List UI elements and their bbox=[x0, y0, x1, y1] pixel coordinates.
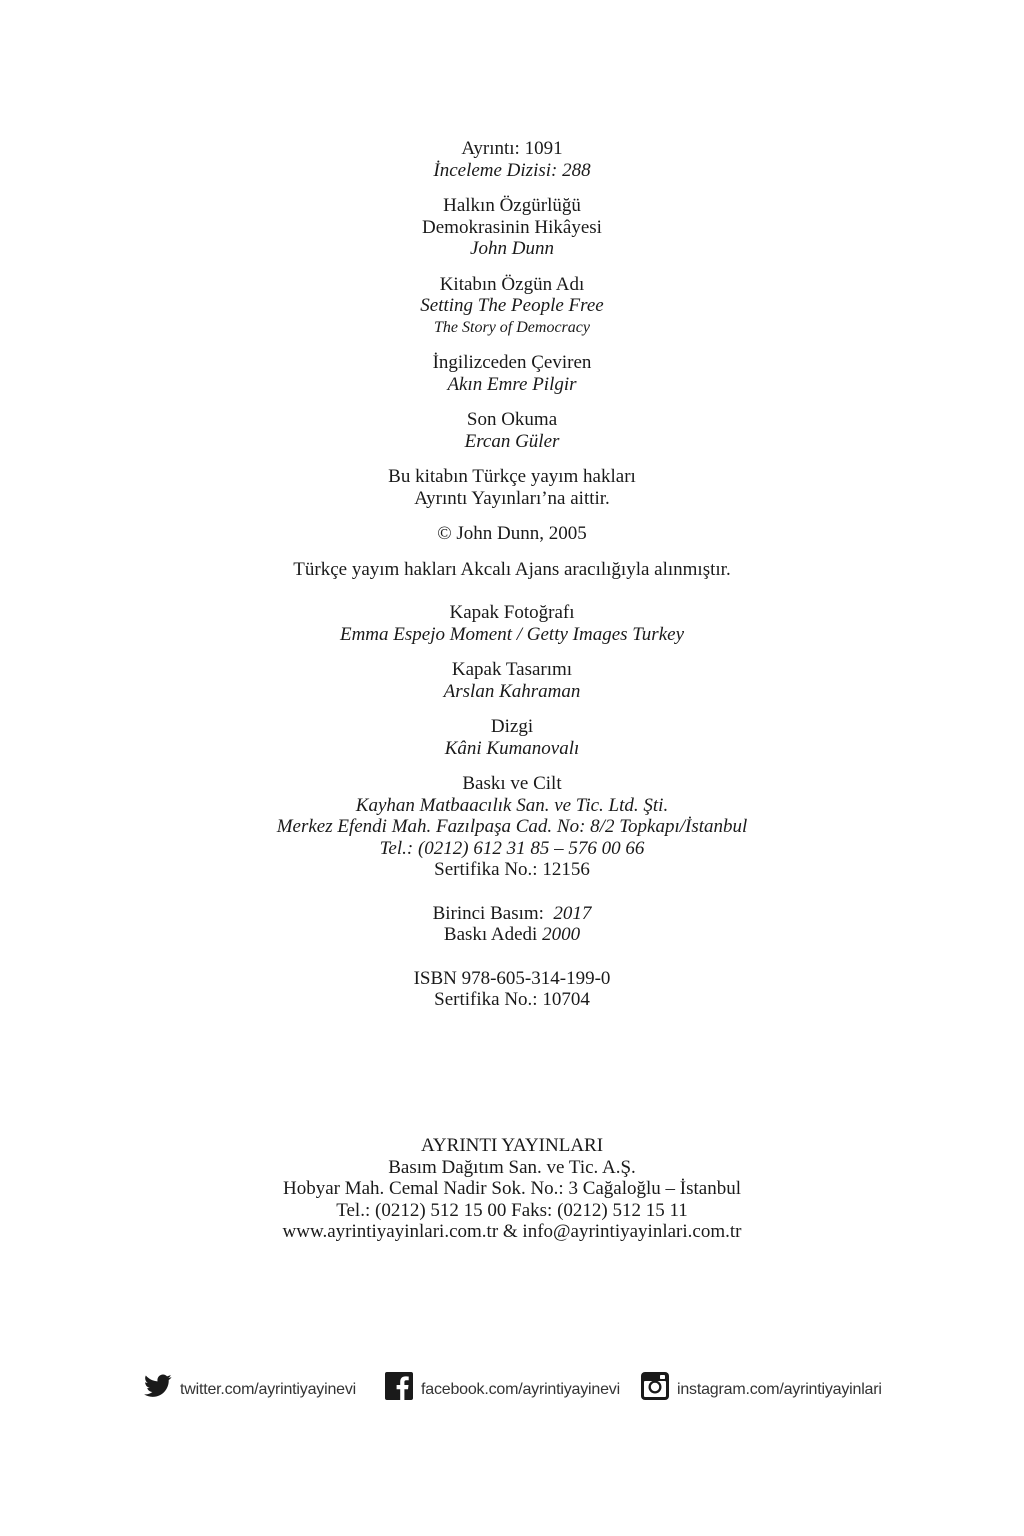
first-edition bbox=[0, 903, 1024, 925]
printing-certificate: Sertifika No.: 12156 bbox=[434, 859, 590, 880]
print-count bbox=[0, 924, 1024, 946]
book-block bbox=[0, 195, 1024, 260]
publisher-company: Basım Dağıtım San. ve Tic. A.Ş. bbox=[388, 1156, 636, 1178]
typesetting-block bbox=[0, 716, 1024, 759]
publisher-phone: Tel.: (0212) 512 15 00 Faks: (0212) 512 15 11 bbox=[336, 1199, 688, 1221]
printing-company: Kayhan Matbaacılık San. ve Tic. Ltd. Şti. bbox=[355, 794, 669, 816]
book-subtitle: Demokrasinin Hikâyesi bbox=[422, 216, 602, 238]
publisher-web: www.ayrintiyayinlari.com.tr & info@ayrintiyayinlari.com.tr bbox=[282, 1221, 742, 1242]
instagram-handle[interactable]: instagram.com/ayrintiyayinlari bbox=[677, 1381, 882, 1398]
translator-label: İngilizceden Çeviren bbox=[432, 352, 592, 373]
agency-block bbox=[0, 559, 1024, 581]
proofreading-label: Son Okuma bbox=[466, 409, 558, 430]
isbn-block bbox=[0, 968, 1024, 1011]
rights-line-2: Ayrıntı Yayınları’na aittir. bbox=[414, 487, 610, 509]
twitter-link[interactable] bbox=[144, 1366, 356, 1406]
isbn-certificate: Sertifika No.: 10704 bbox=[434, 989, 590, 1010]
social-links bbox=[0, 1366, 1024, 1406]
twitter-handle[interactable]: twitter.com/ayrintiyayinevi bbox=[180, 1381, 356, 1398]
translator-name: Akın Emre Pilgir bbox=[447, 373, 577, 395]
cover-design-block bbox=[0, 659, 1024, 702]
instagram-icon bbox=[641, 1372, 669, 1400]
original-subtitle: The Story of Democracy bbox=[434, 318, 590, 336]
original-title-block bbox=[0, 274, 1024, 339]
cover-photo-label: Kapak Fotoğrafı bbox=[449, 602, 575, 623]
agency: Türkçe yayım hakları Akcalı Ajans aracılığıyla alınmıştır. bbox=[293, 558, 731, 580]
cover-design-label: Kapak Tasarımı bbox=[451, 659, 573, 680]
facebook-link[interactable] bbox=[385, 1366, 620, 1406]
publisher-name: AYRINTI YAYINLARI bbox=[420, 1135, 604, 1156]
isbn: ISBN 978-605-314-199-0 bbox=[413, 967, 611, 989]
printing-block bbox=[0, 773, 1024, 881]
typesetting-label: Dizgi bbox=[490, 716, 534, 737]
original-label: Kitabın Özgün Adı bbox=[439, 273, 585, 295]
edition-block bbox=[0, 903, 1024, 946]
publisher-block bbox=[0, 1135, 1024, 1243]
twitter-icon bbox=[144, 1374, 172, 1398]
translator-block bbox=[0, 352, 1024, 395]
series-block bbox=[0, 138, 1024, 181]
series-sub: İnceleme Dizisi: 288 bbox=[433, 159, 591, 181]
book-author: John Dunn bbox=[470, 238, 554, 259]
print-count-value: 2000 bbox=[542, 924, 581, 945]
instagram-link[interactable] bbox=[641, 1366, 882, 1406]
original-title: Setting The People Free bbox=[420, 295, 604, 316]
rights-line-1: Bu kitabın Türkçe yayım hakları bbox=[388, 466, 636, 487]
typesetting-name: Kâni Kumanovalı bbox=[444, 737, 580, 759]
copyright: © John Dunn, 2005 bbox=[437, 523, 587, 544]
print-count-label: Baskı Adedi bbox=[443, 924, 538, 945]
cover-photo-credit: Emma Espejo Moment / Getty Images Turkey bbox=[339, 623, 685, 645]
colophon bbox=[0, 138, 1024, 1025]
book-title: Halkın Özgürlüğü bbox=[443, 195, 581, 216]
cover-photo-block bbox=[0, 602, 1024, 645]
printing-address: Merkez Efendi Mah. Fazılpaşa Cad. No: 8/2 Topkapı/İstanbul bbox=[276, 816, 748, 837]
copyright-block bbox=[0, 523, 1024, 545]
rights-block bbox=[0, 466, 1024, 509]
printing-tel: Tel.: (0212) 612 31 85 – 576 00 66 bbox=[379, 837, 645, 859]
first-edition-label: Birinci Basım: bbox=[432, 902, 544, 924]
facebook-handle[interactable]: facebook.com/ayrintiyayinevi bbox=[421, 1381, 620, 1398]
cover-design-name: Arslan Kahraman bbox=[443, 680, 581, 702]
proofreading-block bbox=[0, 409, 1024, 452]
series-number: Ayrıntı: 1091 bbox=[461, 138, 563, 159]
printing-label: Baskı ve Cilt bbox=[462, 773, 562, 794]
publisher-address: Hobyar Mah. Cemal Nadir Sok. No.: 3 Cağaloğlu – İstanbul bbox=[282, 1178, 742, 1199]
facebook-icon bbox=[385, 1372, 413, 1400]
first-edition-year: 2017 bbox=[553, 902, 592, 924]
proofreading-name: Ercan Güler bbox=[464, 430, 560, 452]
